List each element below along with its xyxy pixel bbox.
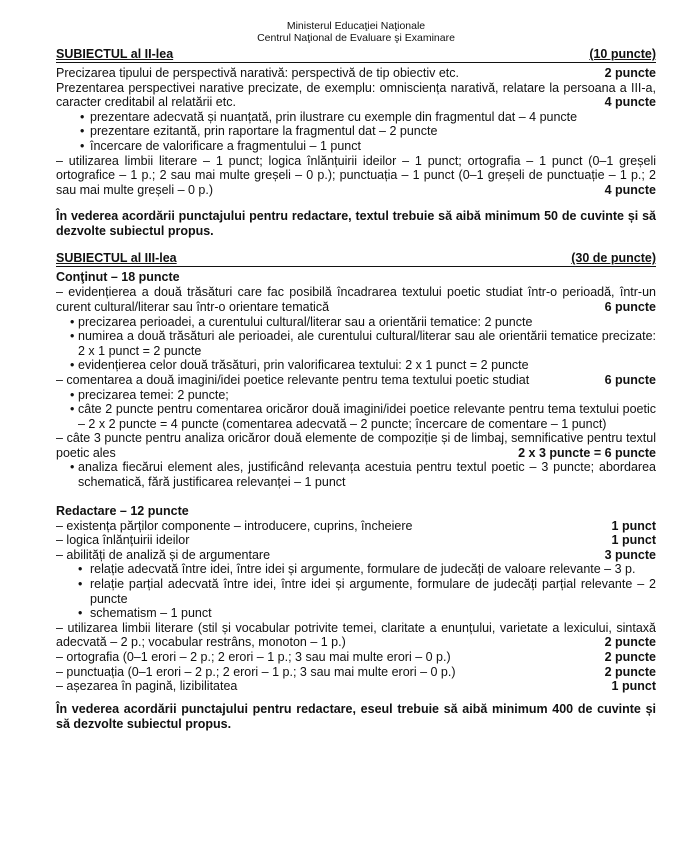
s2-bullet-1: • prezentare adecvată și nuanțată, prin ilustrare cu exemple din fragmentul dat – 4 puncte (56, 110, 656, 125)
s3-content-3-points: 2 x 3 puncte = 6 puncte (518, 445, 656, 460)
s3-content-1-bullet-1: • precizarea perioadei, a curentului cultural/literar sau a orientării tematice: 2 puncte (56, 315, 656, 330)
section-3-heading (56, 251, 656, 267)
s3-content-2-text: – comentarea a două imagini/idei poetice relevante pentru tema textului poetic studiat (56, 372, 530, 387)
s3-writing-4-text: – utilizarea limbii literare (stil și vocabular potrivite temei, claritate a enunțului, varietate a lexicului, sintaxă adecvată – 2 p.; vocabular restrâns, monoton – 1 p.) (56, 620, 656, 650)
s2-item-1 (56, 66, 656, 81)
section-2-points: (10 puncte) (589, 47, 656, 61)
s2-item-1-points: 2 puncte (604, 66, 656, 80)
s2-bullet-2: • prezentare ezitantă, prin raportare la fragmentul dat – 2 puncte (56, 124, 656, 139)
s3-writing-6-points: 2 puncte (604, 664, 656, 679)
s3-content-1-points: 6 puncte (604, 299, 656, 314)
s3-writing-3-bullet-3: • schematism – 1 punct (56, 606, 656, 621)
document-header (56, 20, 656, 44)
document-page (56, 20, 656, 732)
writing-subheading: Redactare – 12 puncte (56, 503, 189, 518)
s3-content-3-bullet-1: • analiza fiecărui element ales, justificând relevanța acestuia pentru textul poetic – 3 puncte; abordarea schematică, fără justificarea relevanței – 1 punct (56, 460, 656, 489)
s3-writing-3 (56, 548, 656, 563)
s2-item-1-text: Precizarea tipului de perspectivă narativă: perspectivă de tip obiectiv etc. (56, 66, 459, 80)
s2-bullet-3: • încercare de valorificare a fragmentului – 1 punct (56, 139, 656, 154)
s3-content-1-bullet-2: • numirea a două trăsături ale perioadei, ale curentului cultural/literar sau ale orientării tematice precizate: 2 x 1 punct = 2 puncte (56, 329, 656, 358)
s2-note: În vederea acordării punctajului pentru redactare, textul trebuie să aibă minimum 50 de cuvinte și să dezvolte subiectul propus. (56, 209, 656, 239)
s3-writing-3-points: 3 puncte (604, 547, 656, 562)
s3-content-1-bullet-3: • evidențierea celor două trăsături, prin valorificarea textului: 2 x 1 punct = 2 puncte (56, 358, 656, 373)
s3-writing-1-text: – existența părților componente – introducere, cuprins, încheiere (56, 518, 413, 533)
s3-writing-7 (56, 679, 656, 694)
s3-writing-6-text: – punctuația (0–1 erori – 2 p.; 2 erori – 1 p.; 3 sau mai multe erori – 0 p.) (56, 664, 456, 679)
s2-item-2-text: Prezentarea perspectivei narative precizate, de exemplu: omnisciența narativă, relatare la persoana a III-a, caracter creditabil al relatării etc. (56, 80, 656, 110)
s3-writing-5-text: – ortografia (0–1 erori – 2 p.; 2 erori – 1 p.; 3 sau mai multe erori – 0 p.) (56, 650, 451, 664)
s2-item-2-points: 4 puncte (604, 95, 656, 110)
s3-writing-1 (56, 519, 656, 534)
s3-content-2-bullet-2: • câte 2 puncte pentru comentarea oricăror două imagini/idei poetice relevante pentru tema textului poetic – 2 x 2 puncte = 4 puncte (comentarea adecvată – 2 puncte; încercare de comentare – 1 punct) (56, 402, 656, 431)
s3-writing-5-points: 2 puncte (604, 650, 656, 664)
s3-writing-3-text: – abilități de analiză și de argumentare (56, 547, 271, 562)
s3-writing-2-points: 1 punct (611, 533, 656, 548)
s2-item-3-text: – utilizarea limbii literare – 1 punct; logica înlănțuirii ideilor – 1 punct; ortografia – 1 punct (0–1 greșeli ortografice – 1 p.; 2 sau mai multe greșeli – 0 p.); punctuația – 1 punct (0–1 greșeli de punctuație – 1 p.; 2 sau mai multe greșeli – 0 p.) (56, 153, 656, 197)
s3-writing-3-bullet-1: • relație adecvată între idei, între idei și argumente, formulare de judecăți de valoare relevante – 3 p. (56, 562, 656, 577)
s3-content-2-points: 6 puncte (604, 372, 656, 387)
ministry-name: Ministerul Educaţiei Naţionale (286, 20, 426, 32)
s3-writing-2 (56, 533, 656, 548)
s3-content-1-text: – evidențierea a două trăsături care fac posibilă încadrarea textului poetic studiat într-o perioadă, într-un curent cultural/literar sau într-o orientare tematică (56, 285, 656, 314)
s3-content-2 (56, 373, 656, 388)
s3-writing-6 (56, 665, 656, 680)
s3-content-3-text: – câte 3 puncte pentru analiza oricăror două elemente de compoziție și de limbaj, semnificative pentru textul poetic ales (56, 431, 656, 460)
s3-writing-3-bullet-2: • relație parțial adecvată între idei, între idei și argumente, formulare de judecăți parțial relevante – 2 puncte (56, 577, 656, 606)
s3-writing-5 (56, 650, 656, 665)
s3-writing-7-points: 1 punct (611, 679, 656, 694)
s3-note: În vederea acordării punctajului pentru redactare, eseul trebuie să aibă minimum 400 de cuvinte și să dezvolte subiectul propus. (56, 701, 656, 731)
section-2-heading (56, 47, 656, 63)
s3-writing-1-points: 1 punct (611, 518, 656, 533)
s3-writing-7-text: – așezarea în pagină, lizibilitatea (56, 679, 238, 694)
s3-writing-4-points: 2 puncte (604, 635, 656, 650)
section-3-title: SUBIECTUL al III-lea (56, 251, 177, 266)
content-subheading: Conţinut – 18 puncte (56, 270, 180, 285)
s2-item-3-points: 4 puncte (604, 182, 656, 197)
s3-writing-2-text: – logica înlănțuirii ideilor (56, 533, 190, 548)
section-2-title: SUBIECTUL al II-lea (56, 47, 174, 61)
section-3-points: (30 de puncte) (571, 251, 656, 266)
center-name: Centrul Naţional de Evaluare şi Examinare (257, 32, 455, 44)
s3-content-2-bullet-1: • precizarea temei: 2 puncte; (56, 388, 656, 403)
